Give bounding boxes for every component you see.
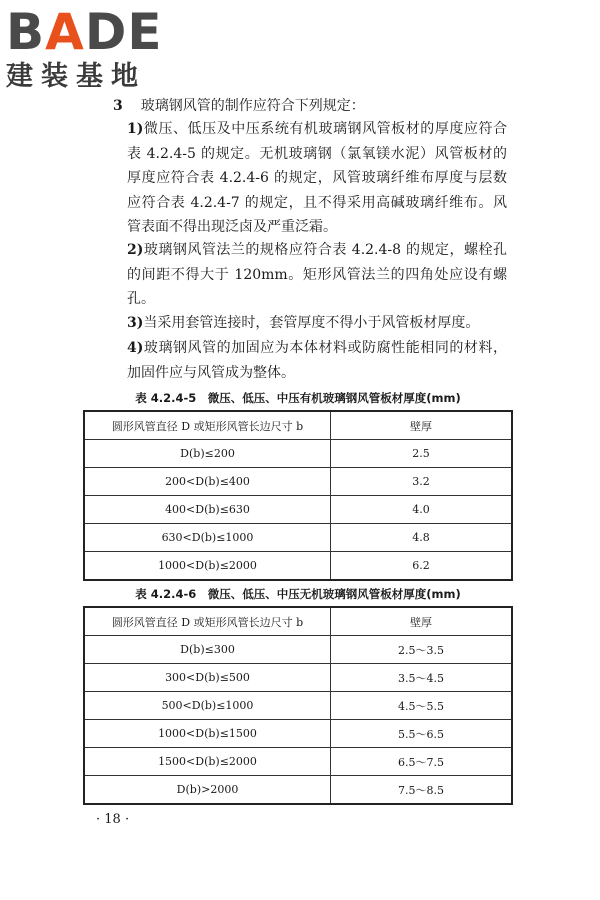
table-row — [84, 720, 512, 748]
table-cell: 6.2 — [331, 552, 513, 581]
table-row — [84, 776, 512, 805]
logo-subtitle: 建装基地 — [6, 61, 146, 92]
table-row — [84, 524, 512, 552]
item-text: 当采用套管连接时，套管厚度不得小于风管板材厚度。 — [143, 315, 480, 331]
table-row — [84, 636, 512, 664]
item-number: 3) — [127, 315, 144, 331]
table-cell: 4.8 — [331, 524, 513, 552]
table-row — [84, 664, 512, 692]
table-cell: 1000<D(b)≤2000 — [84, 552, 331, 581]
table-cell: 500<D(b)≤1000 — [84, 692, 331, 720]
section-number: 3 — [113, 98, 123, 114]
table-cell: 630<D(b)≤1000 — [84, 524, 331, 552]
table-cell: 200<D(b)≤400 — [84, 468, 331, 496]
logo-wordmark: BADE — [6, 3, 163, 61]
column-header: 圆形风管直径 D 或矩形风管长边尺寸 b — [84, 411, 331, 440]
table-caption: 表 4.2.4-6 微压、低压、中压无机玻璃钢风管板材厚度(mm) — [135, 587, 461, 601]
item-number: 1) — [127, 121, 144, 137]
table-row — [84, 440, 512, 468]
table-cell: 2.5 — [331, 440, 513, 468]
section-title: 玻璃钢风管的制作应符合下列规定： — [140, 98, 365, 114]
table-header-row — [84, 607, 512, 636]
table-row — [84, 748, 512, 776]
item-text: 玻璃钢风管法兰的规格应符合表 4.2.4-8 的规定，螺栓孔的间距不得大于 120mm。矩形风管法兰的四角处应设有螺孔。 — [127, 242, 507, 307]
table-cell: 6.5～7.5 — [331, 748, 513, 776]
table-cell: 2.5～3.5 — [331, 636, 513, 664]
table-cell: 3.2 — [331, 468, 513, 496]
page-number: · 18 · — [96, 812, 130, 827]
table-caption: 表 4.2.4-5 微压、低压、中压有机玻璃钢风管板材厚度(mm) — [135, 391, 461, 405]
brand-logo — [6, 4, 176, 92]
table-cell: 4.5～5.5 — [331, 692, 513, 720]
table-cell: 3.5～4.5 — [331, 664, 513, 692]
table-cell: 1000<D(b)≤1500 — [84, 720, 331, 748]
item-number: 4) — [127, 340, 144, 356]
table-cell: D(b)>2000 — [84, 776, 331, 805]
data-table — [83, 410, 513, 581]
column-header: 圆形风管直径 D 或矩形风管长边尺寸 b — [84, 607, 331, 636]
list-item-1 — [127, 117, 507, 240]
list-item-2 — [127, 238, 507, 312]
table-cell: 4.0 — [331, 496, 513, 524]
table-row — [84, 468, 512, 496]
table-cell: 5.5～6.5 — [331, 720, 513, 748]
table-cell: 1500<D(b)≤2000 — [84, 748, 331, 776]
column-header: 壁厚 — [331, 411, 513, 440]
list-item-3 — [127, 311, 507, 336]
table-header-row — [84, 411, 512, 440]
data-table — [83, 606, 513, 805]
table-cell: 300<D(b)≤500 — [84, 664, 331, 692]
item-number: 2) — [127, 242, 144, 258]
table-cell: D(b)≤300 — [84, 636, 331, 664]
table-row — [84, 692, 512, 720]
table-cell: 7.5～8.5 — [331, 776, 513, 805]
item-text: 玻璃钢风管的加固应为本体材料或防腐性能相同的材料，加固件应与风管成为整体。 — [127, 340, 507, 381]
table-row — [84, 552, 512, 581]
table-cell: D(b)≤200 — [84, 440, 331, 468]
column-header: 壁厚 — [331, 607, 513, 636]
list-item-4 — [127, 336, 507, 385]
table-row — [84, 496, 512, 524]
item-text: 微压、低压及中压系统有机玻璃钢风管板材的厚度应符合表 4.2.4-5 的规定。无机玻璃钢（氯氧镁水泥）风管板材的厚度应符合表 4.2.4-6 的规定，风管玻璃纤维布厚度与层数应符合表 4.2.4-7 的规定，且不得采用高碱玻璃纤维布。风管表面不得出现泛卤及严重泛霜。 — [127, 121, 507, 235]
section-heading — [113, 96, 365, 116]
table-cell: 400<D(b)≤630 — [84, 496, 331, 524]
